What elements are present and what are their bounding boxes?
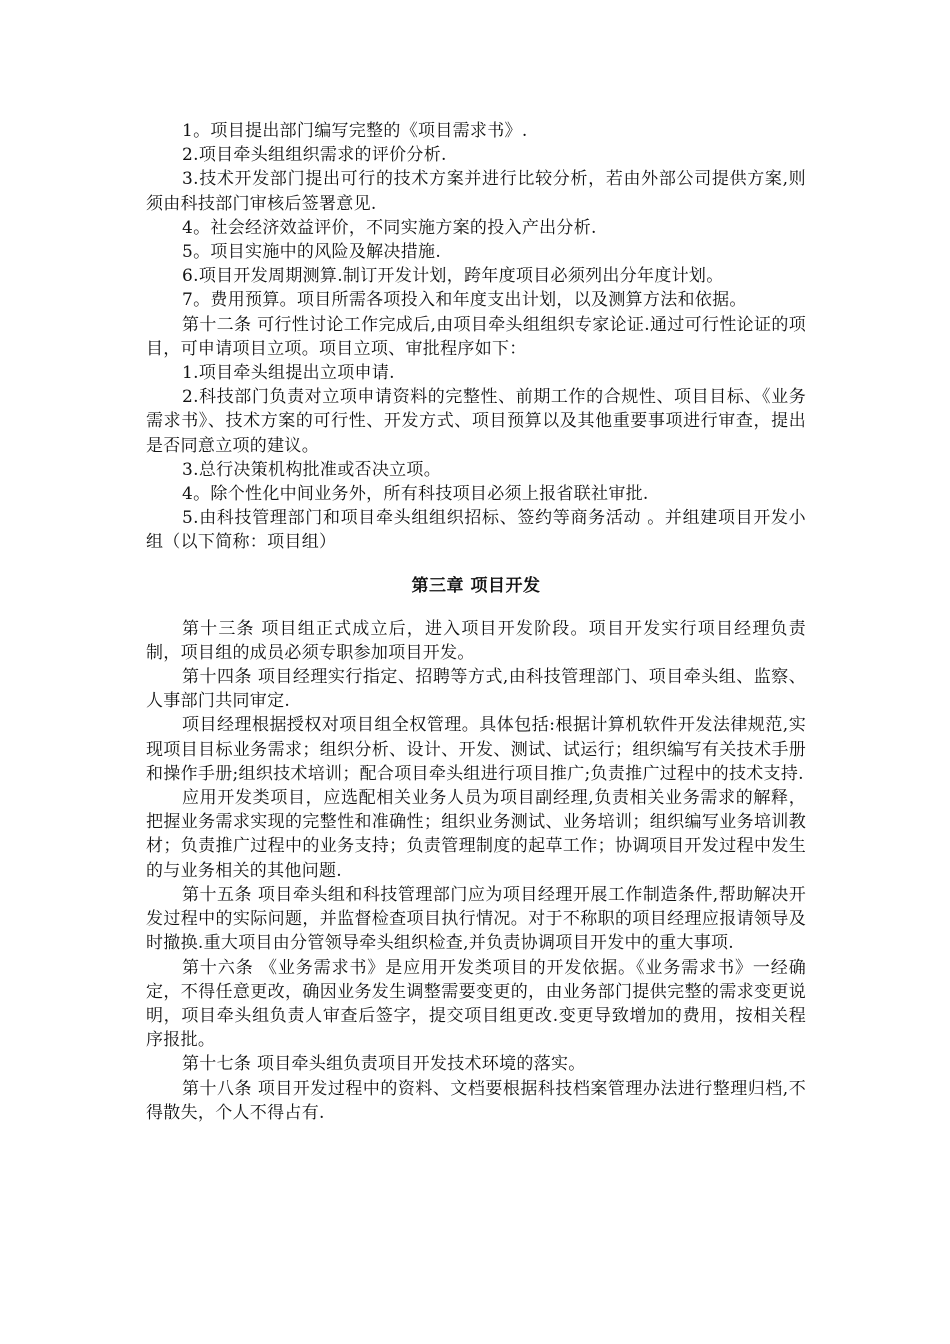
article-17: 第十七条 项目牵头组负责项目开发技术环境的落实。 (182, 1054, 586, 1075)
section-development (146, 617, 806, 1125)
document-page (146, 119, 806, 1125)
article-13: 第十三条 项目组正式成立后，进入项目开发阶段。项目开发实行项目经理负责制，项目组的成员必须专职参加项目开发。 (146, 618, 806, 663)
article-16: 第十六条 《业务需求书》是应用开发类项目的开发依据。《业务需求书》一经确定，不得任意更改，确因业务发生调整需要变更的，由业务部门提供完整的需求变更说明，项目牵头组负责人审查后签字，提交项目组更改.变更导致增加的费用，按相关程序报批。 (146, 957, 806, 1051)
paragraph: 5.由科技管理部门和项目牵头组组织招标、签约等商务活动 。并组建项目开发小组（以下简称：项目组） (146, 508, 806, 553)
paragraph: 1。项目提出部门编写完整的《项目需求书》. (182, 121, 528, 141)
paragraph: 3.技术开发部门提出可行的技术方案并进行比较分析，若由外部公司提供方案,则须由科技部门审核后签署意见. (146, 169, 806, 214)
paragraph: 3.总行决策机构批准或否决立项。 (182, 459, 442, 480)
chapter-title: 第三章 项目开发 (411, 575, 541, 596)
paragraph: 4。除个性化中间业务外，所有科技项目必须上报省联社审批. (182, 484, 649, 505)
paragraph: 4。社会经济效益评价，不同实施方案的投入产出分析. (182, 217, 597, 238)
paragraph: 项目经理根据授权对项目组全权管理。具体包括:根据计算机软件开发法律规范,实现项目目标业务需求；组织分析、设计、开发、测试、试运行；组织编写有关技术手册和操作手册;组织技术培训；配合项目牵头组进行项目推广;负责推广过程中的技术支持. (146, 715, 806, 784)
article-14: 第十四条 项目经理实行指定、招聘等方式,由科技管理部门、项目牵头组、监察、人事部门共同审定. (146, 667, 806, 712)
article-15: 第十五条 项目牵头组和科技管理部门应为项目经理开展工作制造条件,帮助解决开发过程中的实际问题，并监督检查项目执行情况。对于不称职的项目经理应报请领导及时撤换.重大项目由分管领导牵头组织检查,并负责协调项目开发中的重大事项. (146, 884, 806, 954)
article-18: 第十八条 项目开发过程中的资料、文档要根据科技档案管理办法进行整理归档,不得散失，个人不得占有. (146, 1078, 806, 1123)
paragraph: 6.项目开发周期测算.制订开发计划，跨年度项目必须列出分年度计划。 (182, 266, 724, 287)
paragraph: 2.科技部门负责对立项申请资料的完整性、前期工作的合规性、项目目标、《业务需求书》、技术方案的可行性、开发方式、项目预算以及其他重要事项进行审查，提出是否同意立项的建议。 (146, 387, 806, 456)
article-12: 第十二条 可行性讨论工作完成后,由项目牵头组组织专家论证.通过可行性论证的项目，可申请项目立项。项目立项、审批程序如下： (146, 314, 806, 359)
section-feasibility (146, 119, 806, 555)
paragraph: 2.项目牵头组组织需求的评价分析. (182, 145, 447, 166)
paragraph: 1.项目牵头组提出立项申请. (182, 363, 395, 384)
paragraph: 7。费用预算。项目所需各项投入和年度支出计划，以及测算方法和依据。 (182, 290, 747, 311)
paragraph: 应用开发类项目，应选配相关业务人员为项目副经理,负责相关业务需求的解释，把握业务需求实现的完整性和准确性；组织业务测试、业务培训；组织编写业务培训教材；负责推广过程中的业务支持；负责管理制度的起草工作；协调项目开发过程中发生的与业务相关的其他问题. (146, 788, 806, 881)
paragraph: 5。项目实施中的风险及解决措施. (182, 242, 442, 263)
